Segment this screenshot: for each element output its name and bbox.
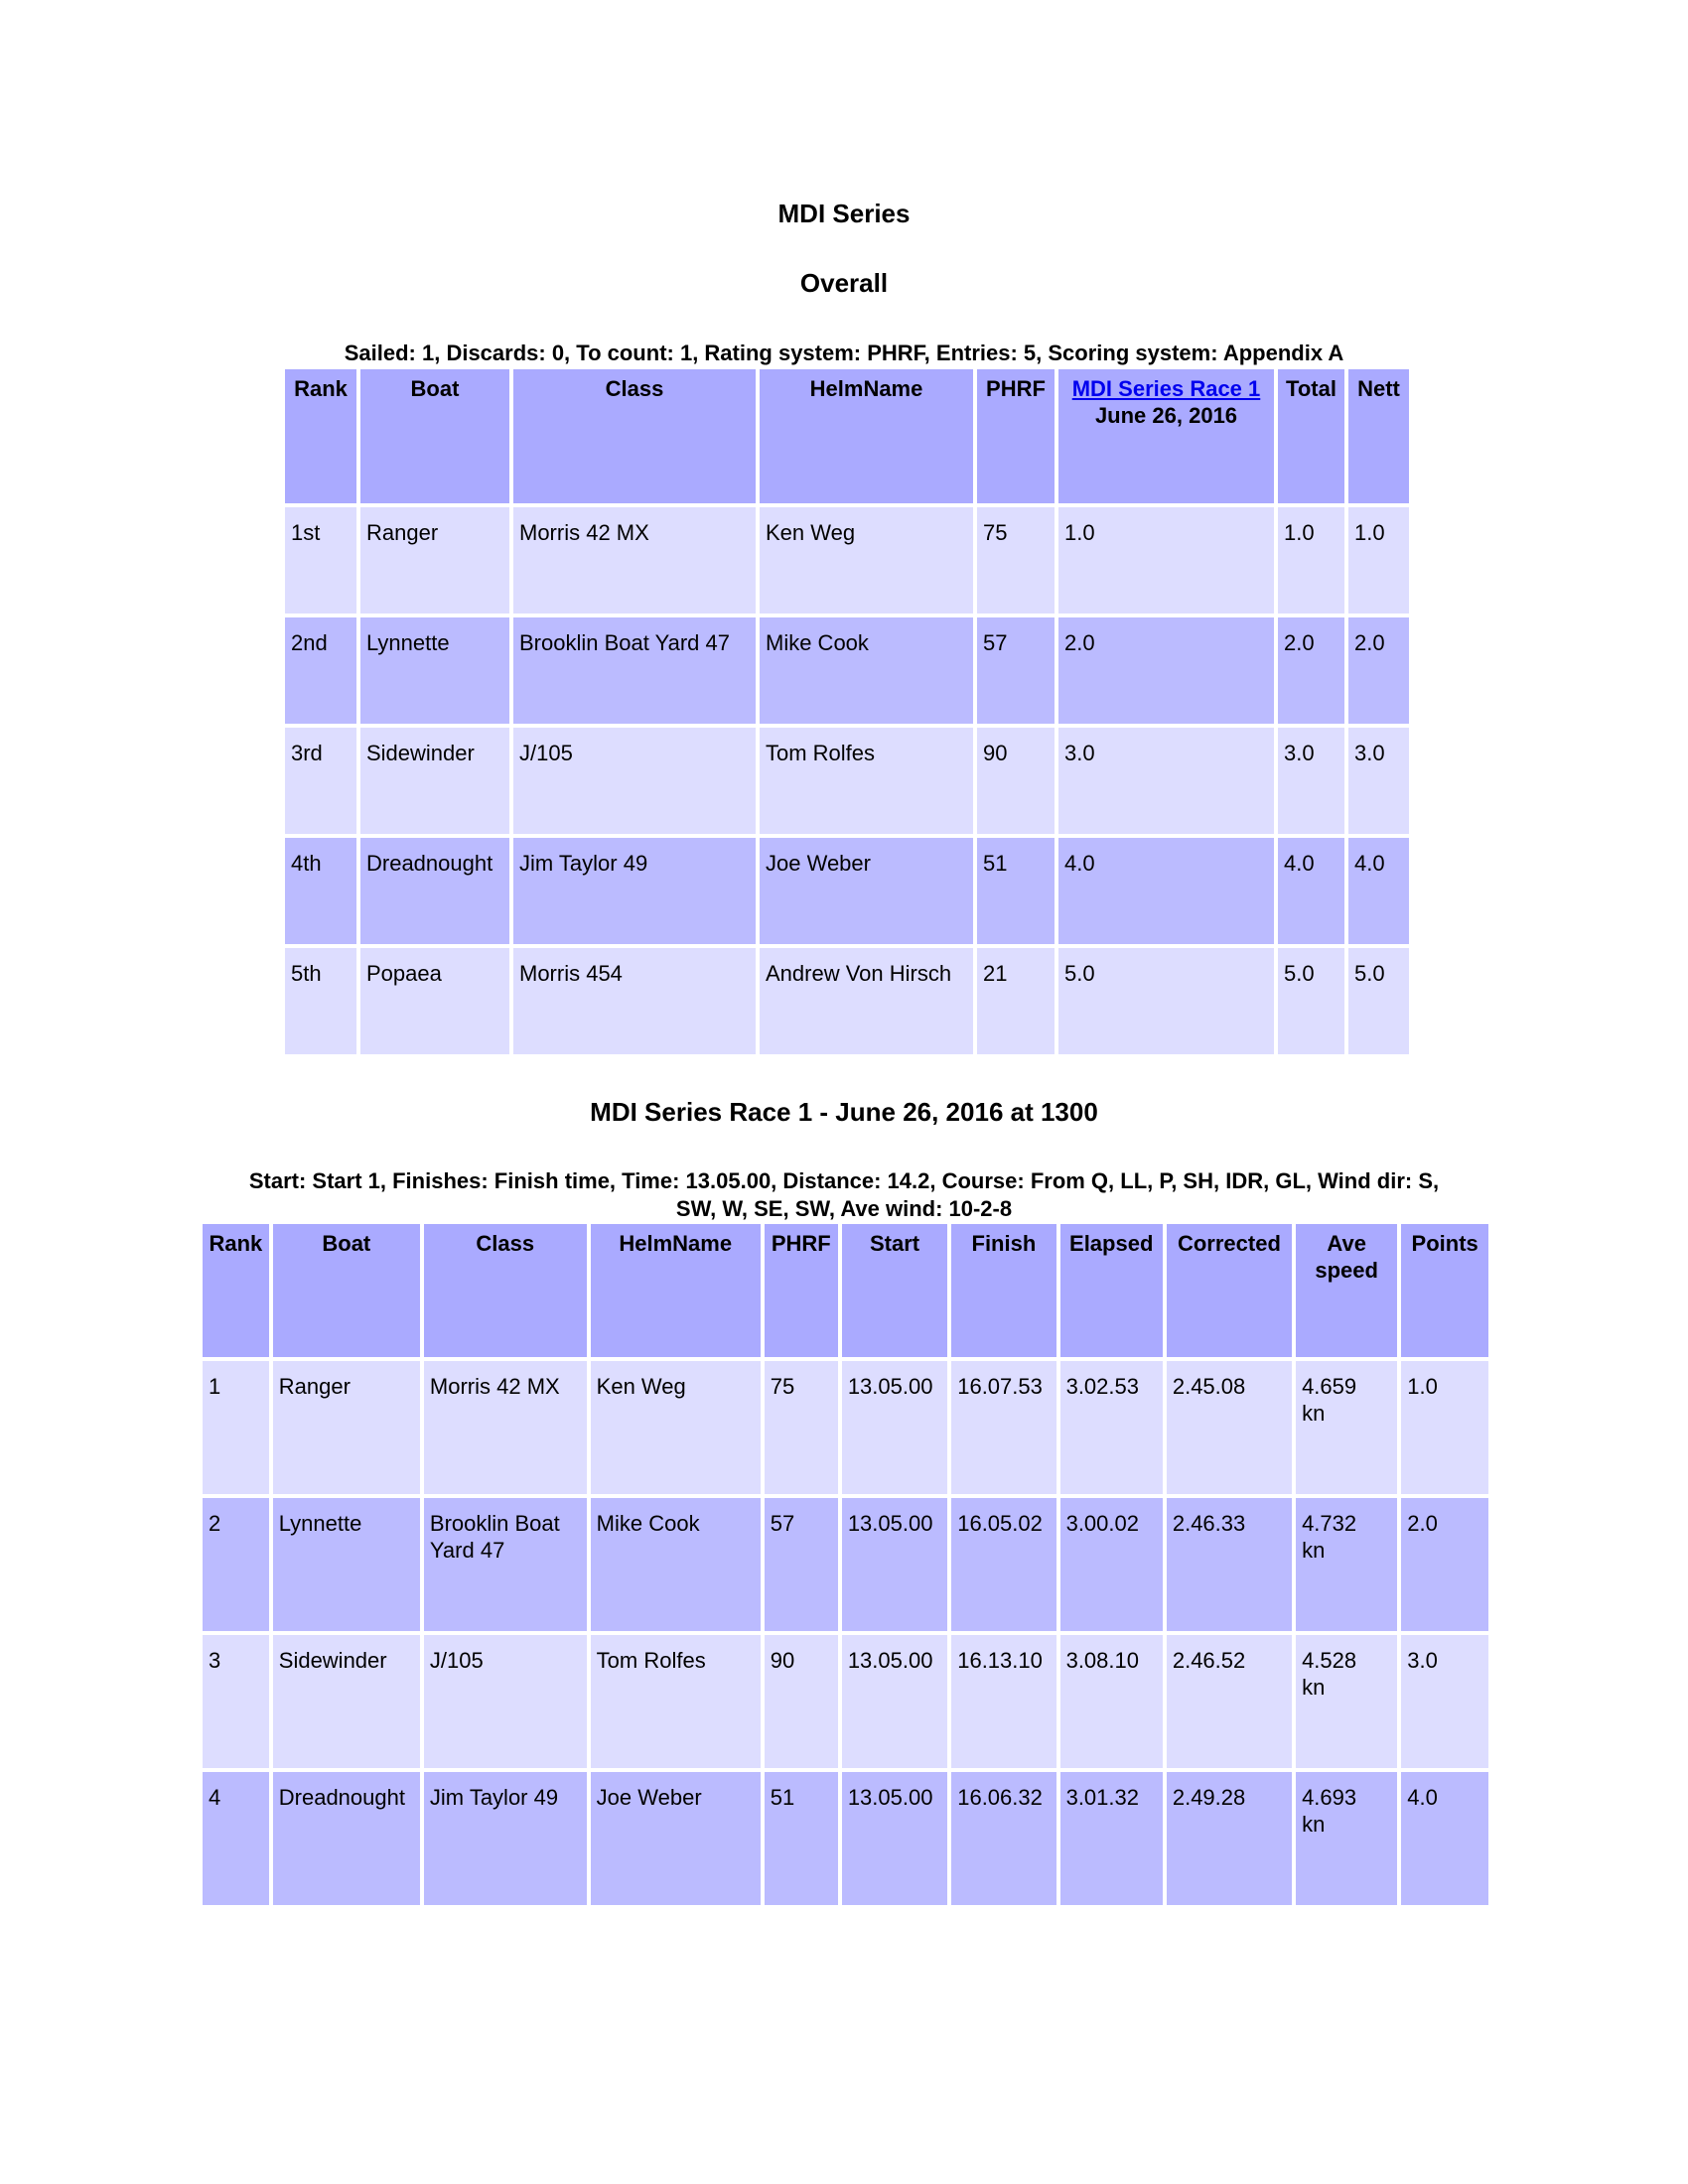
speed-unit: kn bbox=[1302, 1812, 1326, 1837]
race-caption bbox=[199, 1167, 1489, 1223]
speed-value: 4.693 bbox=[1302, 1785, 1357, 1810]
rank-cell: 2 bbox=[203, 1498, 269, 1631]
series-title: MDI Series bbox=[777, 199, 911, 228]
class-cell: Morris 454 bbox=[513, 948, 756, 1054]
boat-cell: Popaea bbox=[360, 948, 509, 1054]
column-header-class: Class bbox=[424, 1224, 587, 1357]
table-row bbox=[285, 507, 1409, 614]
column-header-race-1 bbox=[1058, 369, 1274, 503]
corrected-cell: 2.46.52 bbox=[1167, 1635, 1292, 1768]
overall-results-table bbox=[281, 365, 1413, 1058]
race-1-score-cell: 2.0 bbox=[1058, 617, 1274, 724]
column-header-boat: Boat bbox=[360, 369, 509, 503]
nett-cell: 2.0 bbox=[1348, 617, 1409, 724]
race-caption-line-2: SW, W, SE, SW, Ave wind: 10-2-8 bbox=[675, 1196, 1013, 1221]
race-1-score-cell: 3.0 bbox=[1058, 728, 1274, 834]
helm-cell: Mike Cook bbox=[591, 1498, 761, 1631]
table-row bbox=[285, 838, 1409, 944]
finish-cell: 16.05.02 bbox=[951, 1498, 1055, 1631]
table-row bbox=[203, 1772, 1488, 1905]
phrf-cell: 75 bbox=[977, 507, 1055, 614]
speed-unit: kn bbox=[1302, 1401, 1326, 1426]
corrected-cell: 2.45.08 bbox=[1167, 1361, 1292, 1494]
table-row bbox=[285, 948, 1409, 1054]
column-header-ave-speed bbox=[1296, 1224, 1397, 1357]
boat-cell: Sidewinder bbox=[360, 728, 509, 834]
race-1-date: June 26, 2016 bbox=[1094, 403, 1238, 428]
class-cell: Brooklin Boat Yard 47 bbox=[513, 617, 756, 724]
column-header-corrected: Corrected bbox=[1167, 1224, 1292, 1357]
column-header-finish: Finish bbox=[951, 1224, 1055, 1357]
rank-cell: 3 bbox=[203, 1635, 269, 1768]
nett-cell: 4.0 bbox=[1348, 838, 1409, 944]
points-cell: 2.0 bbox=[1401, 1498, 1488, 1631]
column-header-phrf: PHRF bbox=[977, 369, 1055, 503]
column-header-helm: HelmName bbox=[760, 369, 973, 503]
phrf-cell: 21 bbox=[977, 948, 1055, 1054]
table-row bbox=[285, 728, 1409, 834]
helm-cell: Joe Weber bbox=[760, 838, 973, 944]
phrf-cell: 90 bbox=[765, 1635, 838, 1768]
elapsed-cell: 3.02.53 bbox=[1060, 1361, 1163, 1494]
elapsed-cell: 3.08.10 bbox=[1060, 1635, 1163, 1768]
boat-cell: Dreadnought bbox=[273, 1772, 420, 1905]
elapsed-cell: 3.00.02 bbox=[1060, 1498, 1163, 1631]
speed-value: 4.528 bbox=[1302, 1648, 1357, 1673]
points-cell: 1.0 bbox=[1401, 1361, 1488, 1494]
column-header-rank: Rank bbox=[203, 1224, 269, 1357]
start-cell: 13.05.00 bbox=[842, 1635, 947, 1768]
phrf-cell: 51 bbox=[765, 1772, 838, 1905]
column-header-elapsed: Elapsed bbox=[1060, 1224, 1163, 1357]
table-row bbox=[203, 1361, 1488, 1494]
total-cell: 5.0 bbox=[1278, 948, 1344, 1054]
ave-speed-label-line-1: Ave bbox=[1327, 1231, 1366, 1256]
race-caption-line-1: Start: Start 1, Finishes: Finish time, Time: 13.05.00, Distance: 14.2, Course: From Q, LL, P, SH, IDR, GL, Wind dir: S, bbox=[248, 1168, 1440, 1193]
elapsed-cell: 3.01.32 bbox=[1060, 1772, 1163, 1905]
start-cell: 13.05.00 bbox=[842, 1772, 947, 1905]
race-title: MDI Series Race 1 - June 26, 2016 at 1300 bbox=[590, 1097, 1098, 1127]
boat-cell: Lynnette bbox=[273, 1498, 420, 1631]
ave-speed-cell bbox=[1296, 1361, 1397, 1494]
table-row bbox=[203, 1635, 1488, 1768]
helm-cell: Tom Rolfes bbox=[760, 728, 973, 834]
points-cell: 4.0 bbox=[1401, 1772, 1488, 1905]
helm-cell: Joe Weber bbox=[591, 1772, 761, 1905]
ave-speed-label-line-2: speed bbox=[1315, 1258, 1378, 1283]
overall-caption: Sailed: 1, Discards: 0, To count: 1, Rating system: PHRF, Entries: 5, Scoring system: Appendix A bbox=[344, 341, 1344, 365]
table-row bbox=[285, 617, 1409, 724]
corrected-cell: 2.49.28 bbox=[1167, 1772, 1292, 1905]
total-cell: 3.0 bbox=[1278, 728, 1344, 834]
helm-cell: Andrew Von Hirsch bbox=[760, 948, 973, 1054]
speed-unit: kn bbox=[1302, 1538, 1326, 1563]
phrf-cell: 57 bbox=[765, 1498, 838, 1631]
column-header-phrf: PHRF bbox=[765, 1224, 838, 1357]
phrf-cell: 90 bbox=[977, 728, 1055, 834]
finish-cell: 16.06.32 bbox=[951, 1772, 1055, 1905]
class-cell: Brooklin Boat Yard 47 bbox=[424, 1498, 587, 1631]
class-cell: J/105 bbox=[513, 728, 756, 834]
nett-cell: 1.0 bbox=[1348, 507, 1409, 614]
class-cell: Morris 42 MX bbox=[424, 1361, 587, 1494]
class-cell: Jim Taylor 49 bbox=[424, 1772, 587, 1905]
ave-speed-cell bbox=[1296, 1772, 1397, 1905]
rank-cell: 1 bbox=[203, 1361, 269, 1494]
phrf-cell: 51 bbox=[977, 838, 1055, 944]
ave-speed-cell bbox=[1296, 1498, 1397, 1631]
column-header-class: Class bbox=[513, 369, 756, 503]
phrf-cell: 57 bbox=[977, 617, 1055, 724]
rank-cell: 2nd bbox=[285, 617, 356, 724]
race-header-row bbox=[203, 1224, 1488, 1357]
points-cell: 3.0 bbox=[1401, 1635, 1488, 1768]
boat-cell: Lynnette bbox=[360, 617, 509, 724]
total-cell: 1.0 bbox=[1278, 507, 1344, 614]
boat-cell: Ranger bbox=[360, 507, 509, 614]
nett-cell: 3.0 bbox=[1348, 728, 1409, 834]
boat-cell: Sidewinder bbox=[273, 1635, 420, 1768]
overall-header-row bbox=[285, 369, 1409, 503]
total-cell: 2.0 bbox=[1278, 617, 1344, 724]
column-header-nett: Nett bbox=[1348, 369, 1409, 503]
rank-cell: 4 bbox=[203, 1772, 269, 1905]
start-cell: 13.05.00 bbox=[842, 1498, 947, 1631]
helm-cell: Ken Weg bbox=[591, 1361, 761, 1494]
class-cell: Morris 42 MX bbox=[513, 507, 756, 614]
race-results-table bbox=[199, 1220, 1492, 1909]
column-header-start: Start bbox=[842, 1224, 947, 1357]
column-header-boat: Boat bbox=[273, 1224, 420, 1357]
total-cell: 4.0 bbox=[1278, 838, 1344, 944]
table-row bbox=[203, 1498, 1488, 1631]
race-1-link[interactable]: MDI Series Race 1 bbox=[1071, 376, 1261, 401]
speed-unit: kn bbox=[1302, 1675, 1326, 1700]
phrf-cell: 75 bbox=[765, 1361, 838, 1494]
start-cell: 13.05.00 bbox=[842, 1361, 947, 1494]
ave-speed-cell bbox=[1296, 1635, 1397, 1768]
speed-value: 4.659 bbox=[1302, 1374, 1357, 1399]
finish-cell: 16.13.10 bbox=[951, 1635, 1055, 1768]
helm-cell: Ken Weg bbox=[760, 507, 973, 614]
rank-cell: 4th bbox=[285, 838, 356, 944]
class-cell: J/105 bbox=[424, 1635, 587, 1768]
class-cell: Jim Taylor 49 bbox=[513, 838, 756, 944]
column-header-helm: HelmName bbox=[591, 1224, 761, 1357]
corrected-cell: 2.46.33 bbox=[1167, 1498, 1292, 1631]
boat-cell: Dreadnought bbox=[360, 838, 509, 944]
race-1-score-cell: 1.0 bbox=[1058, 507, 1274, 614]
rank-cell: 5th bbox=[285, 948, 356, 1054]
column-header-points: Points bbox=[1401, 1224, 1488, 1357]
rank-cell: 1st bbox=[285, 507, 356, 614]
overall-title: Overall bbox=[799, 268, 889, 298]
nett-cell: 5.0 bbox=[1348, 948, 1409, 1054]
speed-value: 4.732 bbox=[1302, 1511, 1357, 1536]
race-1-score-cell: 4.0 bbox=[1058, 838, 1274, 944]
race-1-score-cell: 5.0 bbox=[1058, 948, 1274, 1054]
column-header-total: Total bbox=[1278, 369, 1344, 503]
helm-cell: Mike Cook bbox=[760, 617, 973, 724]
finish-cell: 16.07.53 bbox=[951, 1361, 1055, 1494]
boat-cell: Ranger bbox=[273, 1361, 420, 1494]
column-header-rank: Rank bbox=[285, 369, 356, 503]
helm-cell: Tom Rolfes bbox=[591, 1635, 761, 1768]
rank-cell: 3rd bbox=[285, 728, 356, 834]
